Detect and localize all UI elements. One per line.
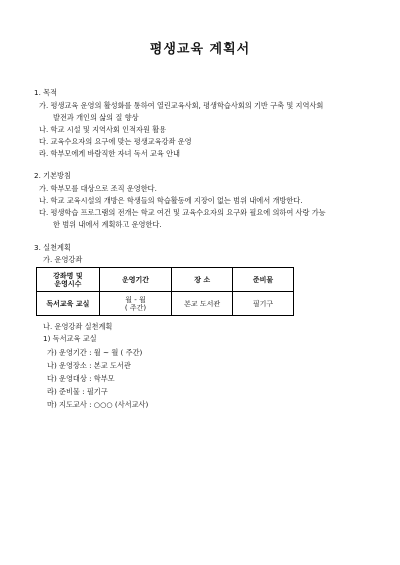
item-text: 평생교육 운영의 활성화를 통하여 열린교육사회, 평생학습사회의 기반 구축 및 지역사회 bbox=[50, 101, 324, 110]
item-text: 학부모에게 바람직한 자녀 독서 교육 안내 bbox=[50, 149, 180, 158]
item-text: 학교 교육시설의 개방은 학생들의 학습활동에 지장이 없는 범위 내에서 개방한다. bbox=[50, 196, 303, 205]
detail-line: 마) 지도교사 : ○○○ (사서교사) bbox=[47, 400, 149, 409]
cell-period bbox=[99, 292, 171, 316]
item-marker: 가. bbox=[39, 184, 49, 193]
document-title: 평생교육 계획서 bbox=[149, 42, 251, 57]
item-marker: 다. bbox=[39, 208, 49, 217]
item-marker: 라. bbox=[39, 149, 49, 158]
header-line: 강좌명 및 bbox=[53, 271, 83, 280]
section-1-heading: 1. 목적 bbox=[34, 88, 58, 97]
section-3-heading: 3. 실천계획 bbox=[34, 243, 71, 252]
period-line: ( 주간) bbox=[124, 303, 147, 312]
section-1-item-a-cont: 발전과 개인의 삶의 질 향상 bbox=[53, 113, 139, 122]
cell-place: 본교 도서관 bbox=[172, 292, 233, 316]
header-supplies: 준비물 bbox=[233, 268, 294, 292]
header-place: 장 소 bbox=[172, 268, 233, 292]
section-3-sub-b: 나. 운영강좌 실천계획 bbox=[43, 322, 113, 331]
header-line: 운영시수 bbox=[54, 279, 82, 288]
section-1-item-b bbox=[39, 125, 166, 134]
section-3-sub-a: 가. 운영강좌 bbox=[43, 255, 83, 264]
item-marker: 나. bbox=[39, 125, 49, 134]
section-1-item-d bbox=[39, 149, 180, 158]
cell-course-name: 독서교육 교실 bbox=[37, 292, 100, 316]
section-2-item-c bbox=[39, 208, 326, 217]
item-text: 평생학습 프로그램의 전개는 학교 여건 및 교육수요자의 요구와 필요에 의하여 사랑 가능 bbox=[50, 208, 326, 217]
section-3-sub-b1: 1) 독서교육 교실 bbox=[43, 334, 97, 343]
header-course-name bbox=[37, 268, 100, 292]
table-header-row bbox=[37, 268, 294, 292]
cell-supplies: 필기구 bbox=[233, 292, 294, 316]
detail-line: 다) 운영대상 : 학부모 bbox=[47, 374, 115, 383]
detail-line: 나) 운영장소 : 본교 도서관 bbox=[47, 361, 131, 370]
header-period: 운영기간 bbox=[99, 268, 171, 292]
item-marker: 다. bbox=[39, 137, 49, 146]
period-line: 월 - 월 bbox=[125, 295, 146, 304]
detail-line: 라) 준비물 : 필기구 bbox=[47, 387, 108, 396]
section-1-item-c bbox=[39, 137, 192, 146]
item-text: 교육수요자의 요구에 맞는 평생교육강좌 운영 bbox=[50, 137, 192, 146]
detail-line: 가) 운영기간 : 월 ~ 월 ( 주간) bbox=[47, 348, 143, 357]
section-2-item-a bbox=[39, 184, 157, 193]
course-table bbox=[36, 267, 294, 316]
section-2-item-b bbox=[39, 196, 303, 205]
section-2-heading: 2. 기본방침 bbox=[34, 171, 71, 180]
section-1-item-a bbox=[39, 101, 323, 110]
section-2-item-c-cont: 한 범위 내에서 계획하고 운영한다. bbox=[53, 220, 162, 229]
item-marker: 나. bbox=[39, 196, 49, 205]
item-marker: 가. bbox=[39, 101, 49, 110]
table-row bbox=[37, 292, 294, 316]
item-text: 학부모를 대상으로 조직 운영한다. bbox=[50, 184, 157, 193]
item-text: 학교 시설 및 지역사회 인적자원 활용 bbox=[50, 125, 167, 134]
